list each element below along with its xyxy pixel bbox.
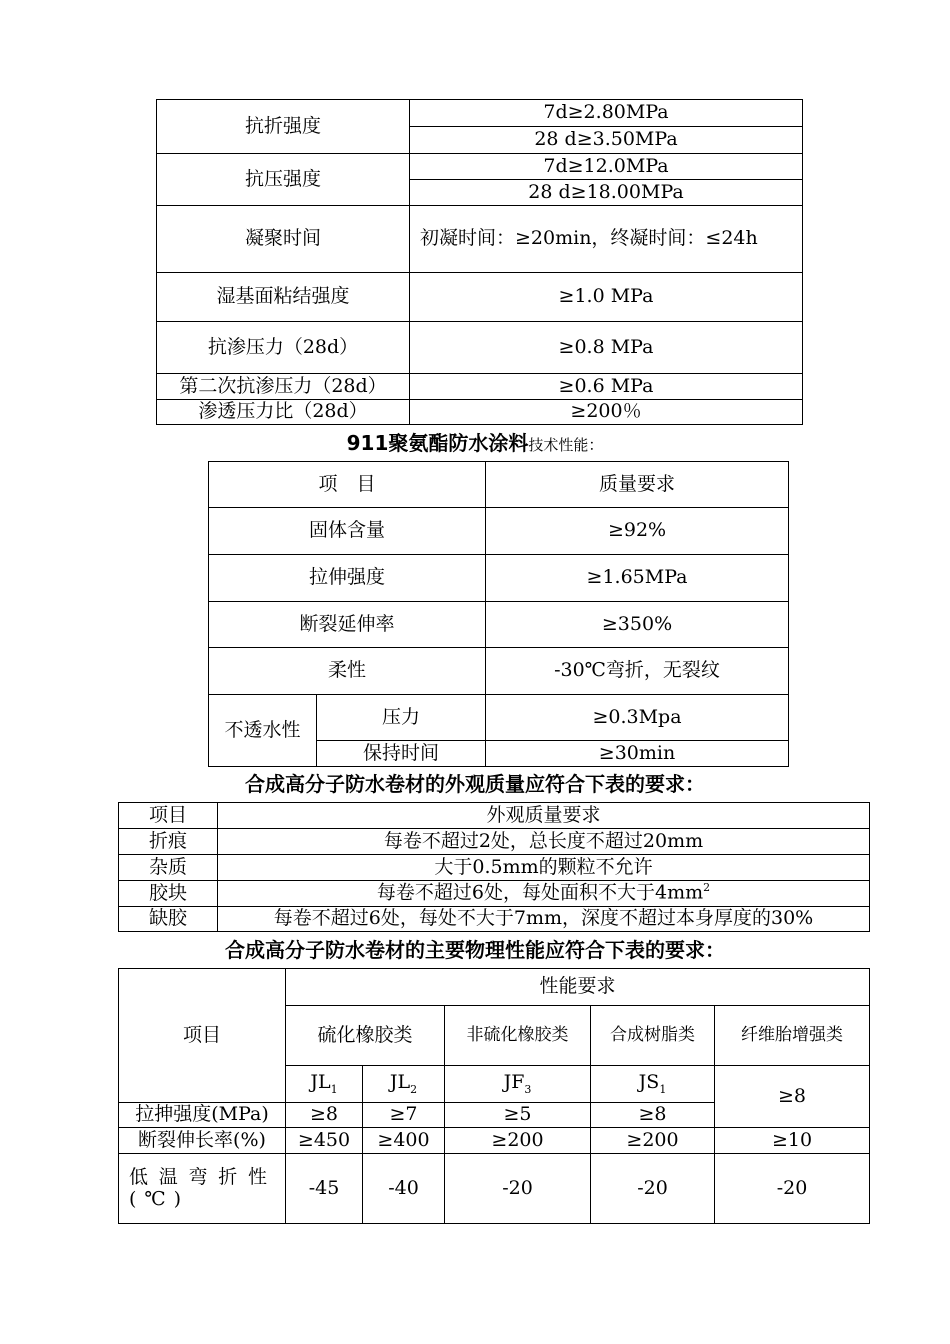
item-header: 项目 [119,969,286,1103]
row-value: -20 [591,1154,715,1224]
row-label: 抗渗压力（28d） [157,322,410,374]
header-requirement: 质量要求 [486,462,789,508]
performance-table-1 [156,99,803,425]
code-sub: 2 [410,1082,418,1096]
row-value: ≥8 [286,1103,363,1128]
group-nonvulcanized: 非硫化橡胶类 [445,1006,591,1066]
row-value: ≥7 [363,1103,445,1128]
physical-table [118,968,870,1224]
row-value: 大于0.5mm的颗粒不允许 [218,855,870,881]
code-sub: 3 [524,1082,532,1096]
performance-table-2 [208,461,789,767]
row-label: 杂质 [119,855,218,881]
title-bold: 911聚氨酯防水涂料 [346,431,529,455]
section-title-appearance: 合成高分子防水卷材的外观质量应符合下表的要求： [245,772,705,796]
value-text: 每卷不超过6处，每处面积不大于4mm [376,881,704,904]
row-label: 缺胶 [119,907,218,932]
code-jl2 [363,1066,445,1103]
row-value: ≥10 [715,1128,870,1154]
row-label: 第二次抗渗压力（28d） [157,374,410,400]
header-item: 项目 [119,803,218,829]
row-value: 28 d≥3.50MPa [410,127,803,154]
row-value: 7d≥2.80MPa [410,100,803,127]
row-label: 折痕 [119,829,218,855]
perf-header: 性能要求 [286,969,870,1006]
row-value: ≥0.8 MPa [410,322,803,374]
header-requirement: 外观质量要求 [218,803,870,829]
code-jl1 [286,1066,363,1103]
code-base: JL [310,1070,331,1093]
value-sup: 2 [703,881,711,895]
row-value: -20 [715,1154,870,1224]
row-value: -30℃弯折，无裂纹 [486,648,789,695]
code-base: JF [503,1070,525,1093]
row-value: 28 d≥18.00MPa [410,180,803,206]
row-value: -20 [445,1154,591,1224]
row-value: 每卷不超过6处，每处不大于7mm，深度不超过本身厚度的30% [218,907,870,932]
row-value: 每卷不超过2处，总长度不超过20mm [218,829,870,855]
row-value: ≥450 [286,1128,363,1154]
row-value: ≥350% [486,602,789,648]
fiber-strength: ≥8 [715,1066,870,1128]
code-jf3 [445,1066,591,1103]
row-label: 拉抻强度(MPa) [119,1103,286,1128]
row-label: 抗压强度 [157,154,410,206]
row-value: ≥8 [591,1103,715,1128]
code-base: JS [638,1070,660,1093]
code-js1 [591,1066,715,1103]
row-value: ≥400 [363,1128,445,1154]
row-value: ≥0.3Mpa [486,695,789,741]
group-resin: 合成树脂类 [591,1006,715,1066]
section-title-physical: 合成高分子防水卷材的主要物理性能应符合下表的要求： [225,938,725,962]
row-label: 固体含量 [209,508,486,555]
row-value: ≥200 [445,1128,591,1154]
row-label: 湿基面粘结强度 [157,273,410,322]
row-label: 胶块 [119,881,218,907]
row-label: 抗折强度 [157,100,410,154]
row-label: 断裂延伸率 [209,602,486,648]
appearance-table [118,802,870,932]
row-value: ≥30min [486,741,789,767]
row-value: 初凝时间：≥20min，终凝时间：≤24h [410,206,803,273]
row-label: 低温弯折性(℃) [119,1154,286,1224]
group-fiber: 纤维胎增强类 [715,1006,870,1066]
group-label: 不透水性 [209,695,317,767]
row-value: ≥0.6 MPa [410,374,803,400]
row-value: ≥200％ [410,400,803,425]
row-label: 柔性 [209,648,486,695]
row-value: -45 [286,1154,363,1224]
sub-label: 压力 [317,695,486,741]
section-title-911 [0,427,950,456]
row-value: 7d≥12.0MPa [410,154,803,180]
code-sub: 1 [659,1082,667,1096]
row-value: ≥5 [445,1103,591,1128]
row-label: 凝聚时间 [157,206,410,273]
row-value: ≥92% [486,508,789,555]
group-vulcanized: 硫化橡胶类 [286,1006,445,1066]
row-value: ≥200 [591,1128,715,1154]
row-label: 渗透压力比（28d） [157,400,410,425]
row-value: -40 [363,1154,445,1224]
code-sub: 1 [330,1082,338,1096]
row-value: ≥1.65MPa [486,555,789,602]
title-normal: 技术性能： [528,436,604,454]
row-value [218,881,870,907]
row-label: 拉伸强度 [209,555,486,602]
code-base: JL [389,1070,411,1093]
header-item: 项 目 [209,462,486,508]
sub-label: 保持时间 [317,741,486,767]
row-label: 断裂伸长率(%) [119,1128,286,1154]
row-value: ≥1.0 MPa [410,273,803,322]
